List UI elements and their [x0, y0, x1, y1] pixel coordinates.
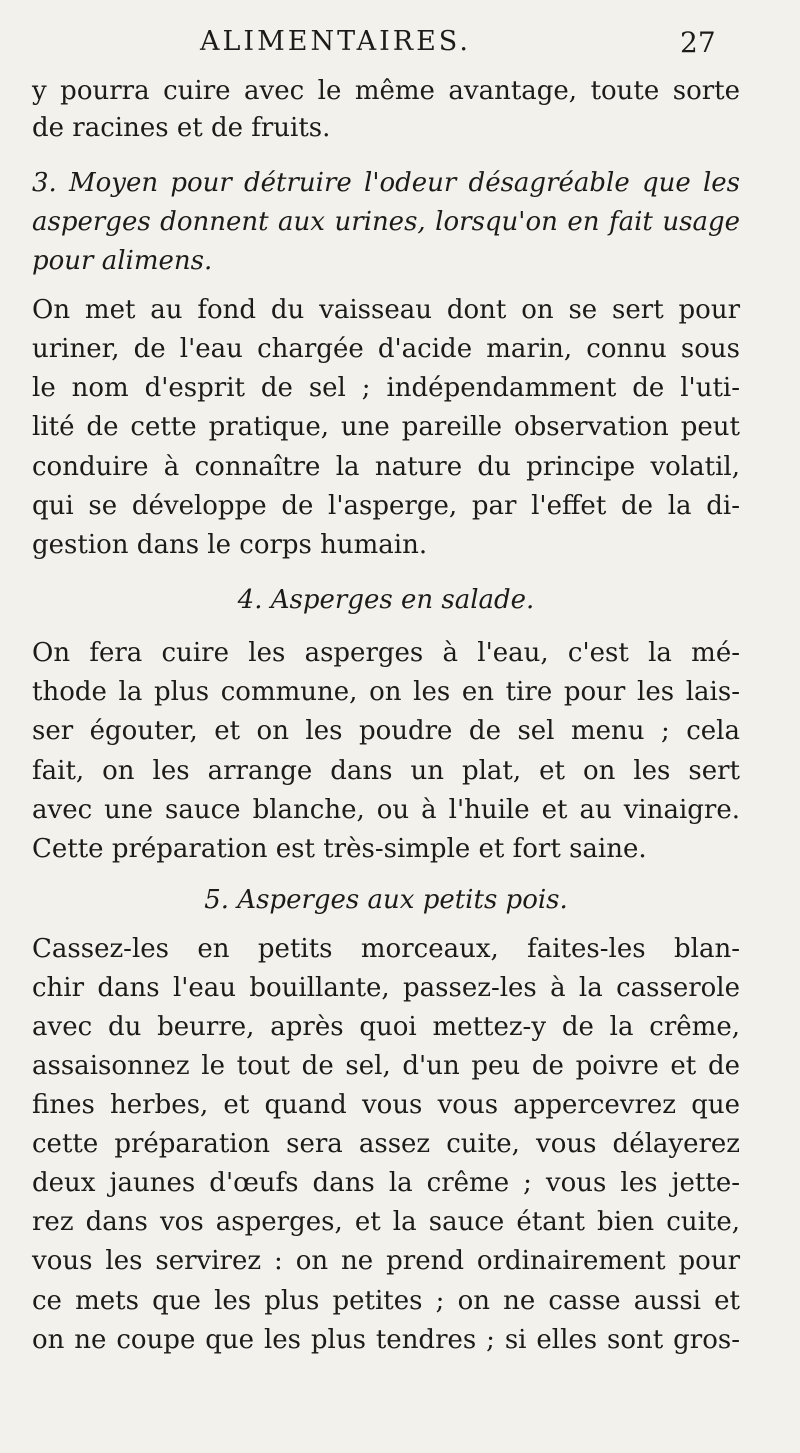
text-line: deux jaunes d'œufs dans la crême ; vous les jette- [32, 1168, 740, 1198]
text-line: rez dans vos asperges, et la sauce étant bien cuite, [32, 1207, 740, 1237]
text-line: lité de cette pratique, une pareille observation peut [32, 412, 740, 442]
text-line: ser égouter, et on les poudre de sel menu ; cela [32, 716, 740, 746]
text-line: fait, on les arrange dans un plat, et on les sert [32, 756, 740, 786]
text-line: avec du beurre, après quoi mettez-y de la crême, [32, 1012, 740, 1042]
text-line: thode la plus commune, on les en tire pour les lais- [32, 677, 740, 707]
section-5-heading: 5. Asperges aux petits pois. [204, 885, 568, 915]
text-line: On fera cuire les asperges à l'eau, c'est la mé- [32, 638, 740, 668]
text-line: fines herbes, et quand vous vous appercevrez que [32, 1090, 740, 1120]
text-line: de racines et de fruits. [32, 113, 331, 143]
text-line: on ne coupe que les plus tendres ; si elles sont gros- [32, 1325, 740, 1355]
section-3-title-line: pour alimens. [32, 246, 213, 276]
text-line: avec une sauce blanche, ou à l'huile et au vinaigre. [32, 795, 740, 825]
text-line: cette préparation sera assez cuite, vous délayerez [32, 1129, 740, 1159]
text-line: assaisonnez le tout de sel, d'un peu de poivre et de [32, 1051, 740, 1081]
page-number: 27 [680, 26, 716, 59]
text-line: Cette préparation est très-simple et fort saine. [32, 834, 647, 864]
text-line: qui se développe de l'asperge, par l'effet de la di- [32, 491, 740, 521]
text-line: chir dans l'eau bouillante, passez-les à la casserole [32, 973, 740, 1003]
running-header: ALIMENTAIRES. [200, 26, 471, 57]
text-line: conduire à connaître la nature du principe volatil, [32, 452, 740, 482]
text-line: gestion dans le corps humain. [32, 530, 428, 560]
text-line: On met au fond du vaisseau dont on se sert pour [32, 295, 740, 325]
text-line: uriner, de l'eau chargée d'acide marin, connu sous [32, 334, 740, 364]
text-line: vous les servirez : on ne prend ordinairement pour [32, 1246, 740, 1276]
section-4-heading: 4. Asperges en salade. [237, 585, 535, 615]
text-line: y pourra cuire avec le même avantage, toute sorte [32, 76, 740, 106]
text-line: le nom d'esprit de sel ; indépendamment de l'uti- [32, 373, 740, 403]
section-3-title-line: asperges donnent aux urines, lorsqu'on en fait usage [32, 207, 740, 237]
section-3-title-line: 3. Moyen pour détruire l'odeur désagréable que les [32, 168, 740, 198]
text-line: ce mets que les plus petites ; on ne casse aussi et [32, 1286, 740, 1316]
text-line: Cassez-les en petits morceaux, faites-les blan- [32, 934, 740, 964]
